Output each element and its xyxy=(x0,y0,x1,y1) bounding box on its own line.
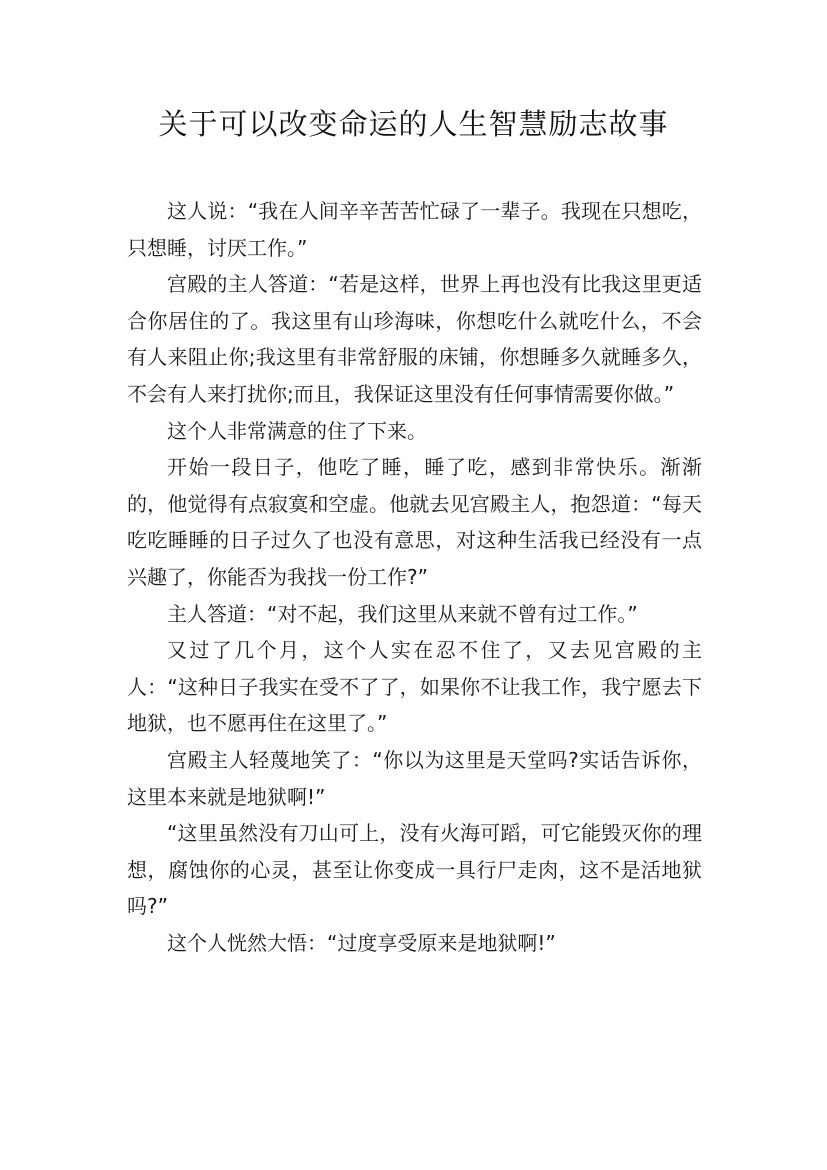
paragraph: 宫殿主人轻蔑地笑了：“你以为这里是天堂吗?实话告诉你，这里本来就是地狱啊!” xyxy=(127,747,702,809)
paragraph: 开始一段日子，他吃了睡，睡了吃，感到非常快乐。渐渐的，他觉得有点寂寞和空虚。他就去见宫殿主人，抱怨道：“每天吃吃睡睡的日子过久了也没有意思，对这种生活我已经没有一点兴趣了，你能否为我找一份工作?” xyxy=(127,455,702,589)
paragraph: 这人说：“我在人间辛辛苦苦忙碌了一辈子。我现在只想吃，只想睡，讨厌工作。” xyxy=(127,199,702,260)
document-body xyxy=(127,193,702,961)
document-title: 关于可以改变命运的人生智慧励志故事 xyxy=(158,107,669,141)
paragraph: 这个人非常满意的住了下来。 xyxy=(167,418,427,443)
paragraph: “这里虽然没有刀山可上，没有火海可蹈，可它能毁灭你的理想，腐蚀你的心灵，甚至让你变成一具行尸走肉，这不是活地狱吗?” xyxy=(127,821,702,919)
paragraph: 又过了几个月，这个人实在忍不住了，又去见宫殿的主人：“这种日子我实在受不了了，如果你不让我工作，我宁愿去下地狱，也不愿再住在这里了。” xyxy=(127,638,702,736)
paragraph: 主人答道：“对不起，我们这里从来就不曾有过工作。” xyxy=(167,601,638,626)
paragraph: 宫殿的主人答道：“若是这样，世界上再也没有比我这里更适合你居住的了。我这里有山珍海味，你想吃什么就吃什么，不会有人来阻止你;我这里有非常舒服的床铺，你想睡多久就睡多久，不会有人来打扰你;而且，我保证这里没有任何事情需要你做。” xyxy=(127,272,702,406)
paragraph: 这个人恍然大悟：“过度享受原来是地狱啊!” xyxy=(167,930,556,955)
